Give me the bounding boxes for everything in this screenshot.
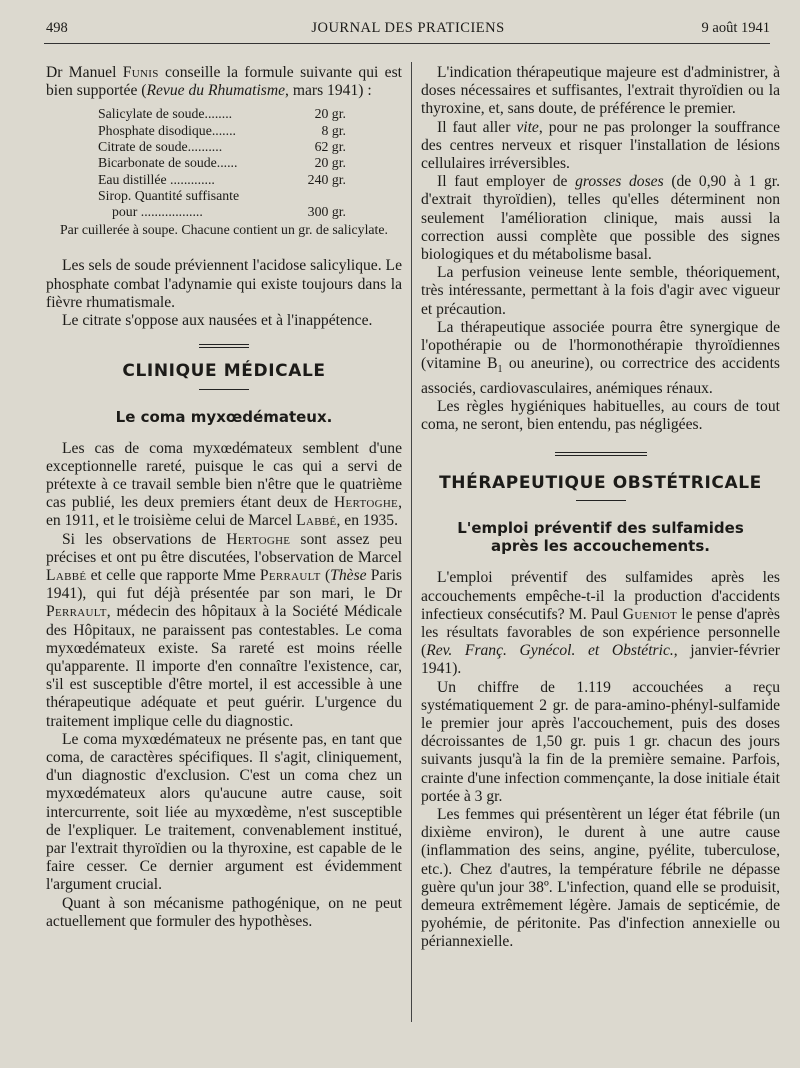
running-header xyxy=(46,20,770,40)
paragraph: Il faut employer de grosses doses (de 0,90 à 1 gr. d'extrait thyroïdien), telles qu'elles déterminent non seulement l'amélioration clinique, mais aussi la correction aussi complète que possible des signes biologiques et du métabolisme basal. xyxy=(421,173,780,264)
journal-reference: Revue du Rhumatisme xyxy=(146,82,286,100)
divider xyxy=(576,500,626,501)
recipe-line: Phosphate disodique....... 8 gr. xyxy=(98,122,346,138)
section-title: THÉRAPEUTIQUE OBSTÉTRICALE xyxy=(439,473,762,494)
issue-date: 9 août 1941 xyxy=(701,20,770,36)
recipe-line: Salicylate de soude........ 20 gr. xyxy=(98,106,346,122)
paragraph: Un chiffre de 1.119 accouchées a reçu systématiquement 2 gr. de para-amino-phényl-sulfamide le premier jour après l'accouchement, puis des doses décroissantes de 1,50 gr. puis 1 gr. chacun des jours suivants jusqu'à la fin de la première semaine. Parfois, crainte d'une infection commençante, la dose initiale était portée à 3 gr. xyxy=(421,678,780,805)
paragraph: La perfusion veineuse lente semble, théoriquement, très intéressante, permettant à la fois d'agir avec vigueur et précaution. xyxy=(421,264,780,318)
journal-title: JOURNAL DES PRATICIENS xyxy=(311,20,505,36)
paragraph: La thérapeutique associée pourra être synergique de l'opothérapie ou de l'hormonothérapie thyroïdiennes (vitamine $B_1$ ou aneurine), ou correctrice des accidents associés, cardiovasculaires, anémiques rénaux. xyxy=(421,318,781,397)
section-ornament xyxy=(555,452,647,456)
paragraph: Les sels de soude préviennent l'acidose salicylique. Le phosphate combat l'adynamie qui existe toujours dans la fièvre rhumatismale. xyxy=(46,257,402,311)
article-title: Le coma myxœdémateux. xyxy=(115,407,333,426)
paragraph: Le coma myxœdémateux ne présente pas, en tant que coma, de caractères spécifiques. Il s'agit, cliniquement, d'un diagnostic d'exclusion. C'est un coma chez un myxœdémateux alors qu'aucune autre cause, soit intercurrente, soit liée au myxœdème, n'est susceptible de l'expliquer. Le traitement, convenablement institué, par l'extrait thyroïdien ou la thyroxine, est capable de le faire cesser. Ce dernier argument est évidemment l'argument crucial. xyxy=(46,730,402,894)
recipe-note: Par cuillerée à soupe. Chacune contient un gr. de salicylate. xyxy=(60,222,388,238)
paragraph: Le citrate s'oppose aux nausées et à l'inappétence. xyxy=(62,312,373,330)
right-column xyxy=(421,64,780,952)
recipe-line: Bicarbonate de soude...... 20 gr. xyxy=(98,155,346,171)
paragraph: L'emploi préventif des sulfamides après les accouchements empêche-t-il la production d'accidents infectieux consécutifs? M. Paul Gueniot le pense d'après les résultats favorables de son expérience personnelle (Rev. Franç. Gynécol. et Obstétric., janvier-février 1941). xyxy=(421,569,780,678)
section-title: CLINIQUE MÉDICALE xyxy=(122,361,326,382)
article-title: L'emploi préventif des sulfamides après les accouchements. xyxy=(457,519,744,556)
left-column xyxy=(46,64,402,931)
recipe-line: Eau distillée ............. 240 gr. xyxy=(98,171,346,187)
recipe-line: pour .................. 300 gr. xyxy=(112,204,346,220)
paragraph: Il faut aller vite, pour ne pas prolonger la souffrance des centres nerveux et risquer l'installation de lésions cellulaires irréversibles. xyxy=(421,118,780,173)
paragraph: Quant à son mécanisme pathogénique, on ne peut actuellement que formuler des hypothèses. xyxy=(46,894,402,930)
header-rule xyxy=(44,43,770,44)
formula-intro: Dr Manuel Funis conseille la formule suivante qui est bien supportée (Revue du Rhumatisme, mars 1941) : xyxy=(46,64,402,100)
page-number: 498 xyxy=(46,20,68,36)
paragraph: Les femmes qui présentèrent un léger état fébrile (un dixième environ), le durent à une autre cause (inflammation des seins, angine, pyélite, tuberculose, etc.). Chez d'autres, la température fébrile ne dépasse guère qu'un jour 38º. L'infection, quand elle se produisit, demeura extrêmement légère. Jamais de septicémie, de pyohémie, de péritonite. Pas d'infection annexielle ou périannexielle. xyxy=(421,806,780,951)
paragraph: Les règles hygiéniques habituelles, au cours de tout coma, ne seront, bien entendu, pas négligées. xyxy=(421,397,780,433)
paragraph: L'indication thérapeutique majeure est d'administrer, à doses nécessaires et suffisantes, l'extrait thyroïdien ou la thyroxine, et, sans doute, de préférence le premier. xyxy=(421,64,780,118)
column-divider xyxy=(411,62,412,1022)
section-ornament xyxy=(199,344,249,348)
paragraph: Les cas de coma myxœdémateux semblent d'une exceptionnelle rareté, puisque le cas qui a servi de prétexte à ce travail semble bien n'être que le quatrième cas publié, les deux premiers étant deux de Hertoghe, en 1911, et le troisième celui de Marcel Labbé, en 1935. xyxy=(46,439,402,530)
author-name: Funis xyxy=(122,64,159,81)
recipe-line: Sirop. Quantité suffisante xyxy=(98,187,240,203)
recipe-list xyxy=(98,106,346,220)
divider xyxy=(199,389,249,390)
paragraph: Si les observations de Hertoghe sont assez peu précises et ont pu être discutées, l'observation de Marcel Labbé et celle que rapporte Mme Perrault (Thèse Paris 1941), qui fut déjà présentée par son mari, le Dr Perrault, médecin des hôpitaux à la Société Médicale des Hôpitaux, ne paraissent pas contestables. Le coma myxœdémateux existe. Sa rareté est moins réelle qu'apparente. Il importe d'en connaître l'existence, car, s'il est susceptible d'être mortel, il est accessible à une thérapeutique adéquate et peut guérir. L'urgence du traitement implique celle du diagnostic. xyxy=(46,530,402,730)
recipe-line: Citrate de soude.......... 62 gr. xyxy=(98,139,346,154)
